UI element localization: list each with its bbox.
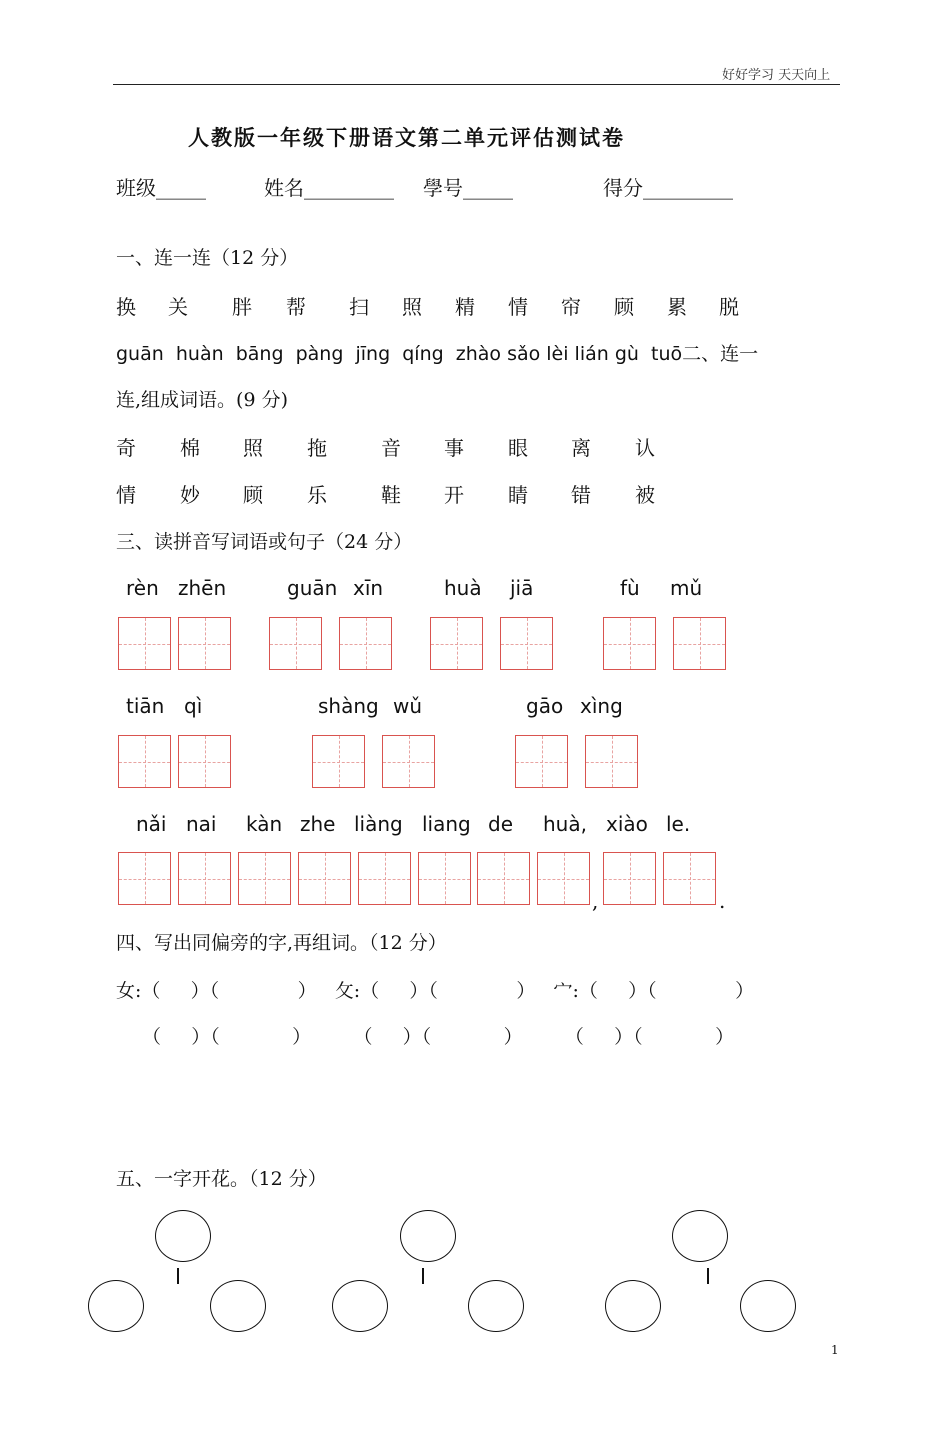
pinyin-word: jiā [510,576,534,600]
flower-stem [707,1268,709,1284]
char-item: 情 [116,483,136,507]
pinyin-word: rèn [126,576,159,600]
writing-box[interactable] [673,617,726,670]
flower-stem [422,1268,424,1284]
writing-box[interactable] [118,852,171,905]
writing-box[interactable] [118,617,171,670]
char-item: 精 [455,295,475,319]
char-item: 关 [168,295,188,319]
char-item: 累 [667,295,687,319]
flower-petal-circle[interactable] [468,1280,524,1332]
char-item: 被 [635,483,655,507]
section-3-heading: 三、读拼音写词语或句子（24 分） [116,531,413,553]
char-item: 顾 [614,295,634,319]
pinyin-word: le. [666,812,691,836]
pinyin-word: shàng [318,694,379,718]
pinyin-word: kàn [246,812,283,836]
flower-center-circle[interactable] [155,1210,211,1262]
pinyin-word: huà, [543,812,587,836]
score-field: 得分_________ [603,176,733,200]
char-item: 棉 [180,436,200,460]
pinyin-word: xìng [580,694,623,718]
writing-box[interactable] [603,852,656,905]
pinyin-word: liàng [354,812,403,836]
writing-box[interactable] [477,852,530,905]
pinyin-word: fù [620,576,640,600]
char-item: 离 [571,436,591,460]
name-field: 姓名_________ [264,176,394,200]
writing-box[interactable] [118,735,171,788]
section-2-heading-cont: 连,组成词语。(9 分) [116,389,288,411]
writing-box[interactable] [238,852,291,905]
writing-box[interactable] [312,735,365,788]
pinyin-word: zhēn [178,576,227,600]
pinyin-word: de [488,812,513,836]
char-item: 认 [635,436,655,460]
pinyin-word: qì [184,694,203,718]
char-item: 眼 [508,436,528,460]
writing-box[interactable] [500,617,553,670]
pinyin-word: xīn [353,576,384,600]
char-item: 顾 [243,483,263,507]
writing-box[interactable] [178,735,231,788]
header-rule [113,84,840,85]
header-motto: 好好学习 天天向上 [722,68,831,83]
section-1-heading: 一、连一连（12 分） [116,247,299,269]
pinyin-word: wǔ [393,694,423,718]
char-item: 开 [444,483,464,507]
period-mark: . [719,889,726,913]
writing-box[interactable] [663,852,716,905]
pinyin-word: zhe [300,812,336,836]
page-title: 人教版一年级下册语文第二单元评估测试卷 [188,125,625,150]
char-item: 乐 [307,483,327,507]
number-field: 學号_____ [423,176,513,200]
section-4-line-1: 女:（ ）（ ） 攵:（ ）（ ） 宀:（ ）（ ） [116,980,755,1002]
writing-box[interactable] [515,735,568,788]
writing-box[interactable] [178,852,231,905]
pinyin-word: tiān [126,694,165,718]
pinyin-word: guān [287,576,338,600]
section-5-heading: 五、一字开花。（12 分） [116,1168,327,1190]
char-item: 事 [444,436,464,460]
writing-box[interactable] [537,852,590,905]
char-item: 胖 [232,295,252,319]
char-item: 换 [116,295,136,319]
writing-box[interactable] [585,735,638,788]
pinyin-word: liang [422,812,471,836]
char-item: 照 [243,436,263,460]
char-item: 奇 [116,436,136,460]
writing-box[interactable] [358,852,411,905]
char-item: 鞋 [381,483,401,507]
writing-box[interactable] [298,852,351,905]
class-field: 班级_____ [116,176,206,200]
char-item: 错 [571,483,591,507]
char-item: 照 [402,295,422,319]
writing-box[interactable] [382,735,435,788]
flower-stem [177,1268,179,1284]
char-item: 帘 [561,295,581,319]
pinyin-word: xiào [606,812,648,836]
flower-center-circle[interactable] [400,1210,456,1262]
pinyin-word: huà [444,576,482,600]
section-4-line-2: （ ）（ ） （ ）（ ） （ ）（ ） [142,1026,735,1048]
section-4-heading: 四、写出同偏旁的字,再组词。（12 分） [116,932,447,954]
writing-box[interactable] [603,617,656,670]
char-item: 妙 [180,483,200,507]
flower-petal-circle[interactable] [88,1280,144,1332]
writing-box[interactable] [339,617,392,670]
flower-petal-circle[interactable] [332,1280,388,1332]
char-item: 情 [508,295,528,319]
char-item: 帮 [286,295,306,319]
writing-box[interactable] [430,617,483,670]
flower-petal-circle[interactable] [605,1280,661,1332]
pinyin-word: gāo [526,694,564,718]
flower-petal-circle[interactable] [210,1280,266,1332]
char-item: 睛 [508,483,528,507]
flower-center-circle[interactable] [672,1210,728,1262]
writing-box[interactable] [178,617,231,670]
char-item: 拖 [307,436,327,460]
pinyin-word: mǔ [670,576,703,600]
writing-box[interactable] [418,852,471,905]
writing-box[interactable] [269,617,322,670]
char-item: 扫 [349,295,369,319]
pinyin-word: nǎi [136,812,167,836]
comma-mark: , [592,889,599,913]
flower-petal-circle[interactable] [740,1280,796,1332]
char-item: 音 [381,436,401,460]
pinyin-word: nai [186,812,217,836]
char-item: 脱 [719,295,739,319]
section-1-pinyin-line: guān huàn bāng pàng jīng qíng zhào sǎo lèi lián gù tuō二、连一 [116,343,759,365]
page-number: 1 [831,1343,839,1357]
